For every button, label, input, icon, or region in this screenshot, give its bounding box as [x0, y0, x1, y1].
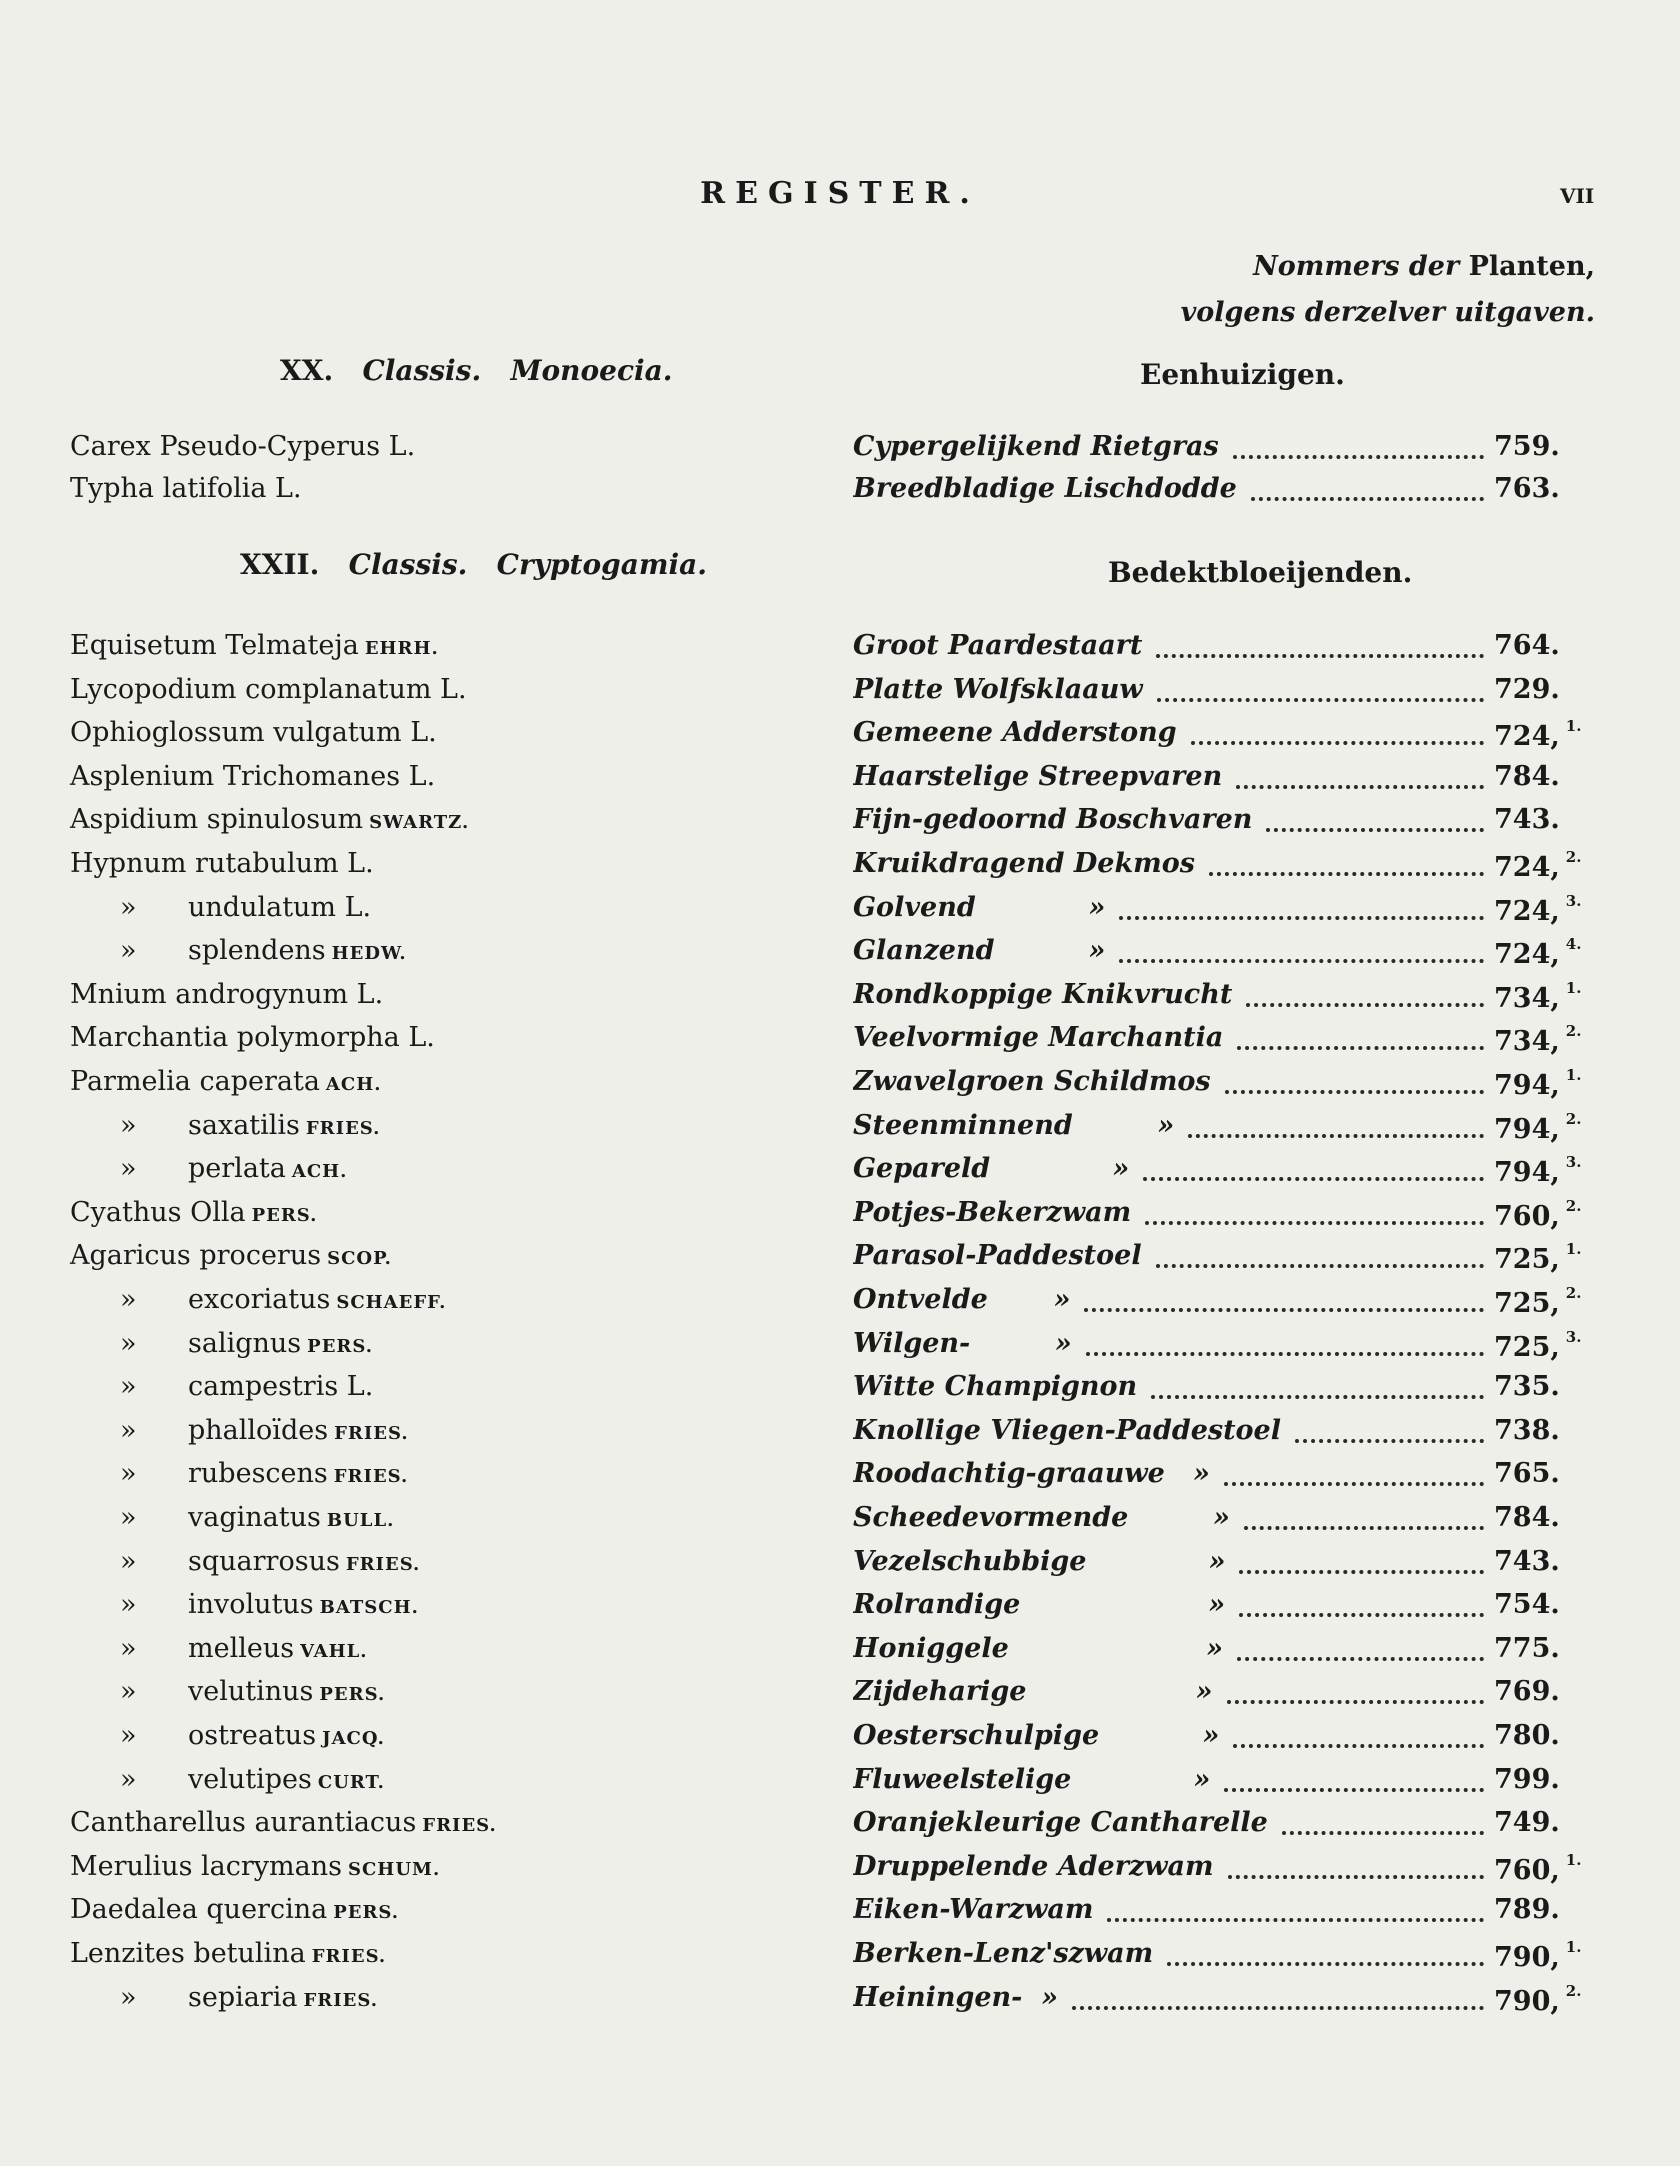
plant-number-value: 790,: [1494, 1985, 1560, 2017]
latin-name-text: » campestris L.: [120, 1371, 374, 1403]
dutch-name: Glanzend »: [853, 935, 1106, 967]
dutch-name: Druppelende Aderzwam: [853, 1850, 1214, 1882]
plant-number: [1494, 674, 1560, 705]
plant-number: [1494, 1589, 1560, 1620]
dot-leader: [1151, 1395, 1484, 1399]
latin-name: [70, 473, 302, 504]
section-name: Cryptogamia.: [496, 548, 708, 581]
plant-number-value: 754.: [1494, 1589, 1560, 1621]
dot-leader: [1251, 497, 1484, 501]
latin-name: [70, 1197, 317, 1228]
section-number: XXII.: [240, 548, 320, 581]
latin-name: [70, 1938, 386, 1969]
plant-number-value: 760,: [1494, 1200, 1560, 1232]
latin-name: [120, 1720, 385, 1751]
author-abbrev: SCHAEFF.: [336, 1292, 447, 1313]
register-entry: [0, 717, 1680, 761]
dot-leader: [1084, 1308, 1484, 1312]
latin-name: [120, 1328, 373, 1359]
dutch-name: Zijdeharige »: [853, 1676, 1213, 1708]
plant-number-value: 780.: [1494, 1720, 1560, 1751]
page-number: VII: [1560, 184, 1595, 208]
dutch-name: Eiken-Warzwam: [853, 1894, 1094, 1926]
register-entry: [0, 674, 1680, 718]
dutch-name: Steenminnend »: [853, 1109, 1175, 1141]
dot-leader: [1246, 1003, 1484, 1007]
latin-name-text: Carex Pseudo-Cyperus L.: [70, 431, 416, 462]
register-entry: [0, 935, 1680, 979]
dutch-name: Vezelschubbige »: [853, 1545, 1226, 1577]
plant-number-value: 794,: [1494, 1157, 1560, 1189]
dutch-name: Parasol-Paddestoel: [853, 1240, 1142, 1272]
author-abbrev: HEDW.: [331, 943, 407, 965]
dutch-name: Knollige Vliegen-Paddestoel: [853, 1414, 1281, 1446]
register-entry: [0, 1589, 1680, 1633]
register-entry: [0, 1328, 1680, 1372]
latin-name-text: » involutus: [120, 1589, 314, 1621]
latin-name: [70, 979, 383, 1010]
register-entry: [0, 1720, 1680, 1764]
plant-number: [1494, 1197, 1581, 1232]
latin-name-text: Parmelia caperata: [70, 1066, 320, 1097]
latin-name-text: » undulatum L.: [120, 891, 372, 923]
plant-number-sub: 3.: [1565, 1153, 1582, 1172]
author-abbrev: VAHL.: [300, 1640, 368, 1662]
latin-name: [70, 1894, 399, 1925]
plant-number-value: 725,: [1494, 1331, 1560, 1363]
latin-name: [120, 1764, 385, 1795]
plant-number-value: 743.: [1494, 1545, 1560, 1577]
plant-number-sub: 2.: [1565, 1022, 1582, 1041]
dutch-name: Rolrandige »: [853, 1589, 1226, 1621]
plant-number: [1494, 473, 1560, 504]
latin-name: [120, 1982, 378, 2013]
plant-number: [1494, 761, 1560, 792]
register-entry: [0, 1764, 1680, 1808]
plant-number-value: 759.: [1494, 431, 1560, 462]
dot-leader: [1143, 1177, 1484, 1181]
register-entry: [0, 1633, 1680, 1677]
plant-number: [1494, 1633, 1560, 1664]
latin-name-text: » phalloïdes: [120, 1414, 329, 1446]
dutch-name: Veelvormige Marchantia: [853, 1022, 1224, 1054]
plant-number-value: 765.: [1494, 1458, 1560, 1490]
latin-name: [70, 761, 435, 792]
latin-name-text: Daedalea quercina: [70, 1894, 328, 1926]
dutch-name: Gepareld »: [853, 1153, 1130, 1185]
dutch-name: Oesterschulpige »: [853, 1720, 1220, 1751]
author-abbrev: PERS.: [307, 1335, 373, 1357]
latin-name: [70, 804, 469, 835]
dot-leader: [1239, 1613, 1484, 1617]
dutch-name: Heiningen- »: [853, 1981, 1059, 2013]
plant-number-sub: 2.: [1565, 1196, 1582, 1215]
latin-name: [120, 1284, 446, 1315]
dutch-name: Breedbladige Lischdodde: [853, 473, 1237, 504]
dot-leader: [1209, 872, 1484, 876]
register-entry: [0, 431, 1680, 475]
plant-number: [1494, 1240, 1581, 1275]
column-heading-line2: volgens derzelver uitgaven.: [1180, 297, 1595, 328]
plant-number: [1494, 1110, 1581, 1145]
dot-leader: [1086, 1352, 1484, 1356]
plant-number-value: 760,: [1494, 1854, 1560, 1886]
plant-number: [1494, 1807, 1560, 1838]
dot-leader: [1145, 1221, 1484, 1225]
author-abbrev: JACQ.: [322, 1728, 385, 1749]
latin-name-text: » saxatilis: [120, 1109, 300, 1141]
plant-number: [1494, 630, 1560, 661]
latin-name-text: » splendens: [120, 935, 326, 967]
register-entry: [0, 1415, 1680, 1459]
latin-name: [70, 1807, 497, 1838]
latin-name-text: » melleus: [120, 1632, 295, 1664]
dot-leader: [1233, 455, 1484, 459]
plant-number: [1494, 1153, 1581, 1188]
plant-number: [1494, 848, 1581, 883]
latin-name-text: Ophioglossum vulgatum L.: [70, 717, 437, 749]
plant-number: [1494, 1502, 1560, 1533]
latin-name-text: Asplenium Trichomanes L.: [70, 760, 436, 792]
plant-number: [1494, 1458, 1560, 1489]
plant-number: [1494, 1022, 1581, 1057]
plant-number: [1494, 1371, 1560, 1402]
dutch-name: Platte Wolfsklaauw: [853, 673, 1143, 705]
register-entry: [0, 1458, 1680, 1502]
section-dutch-eenhuizigen: Eenhuizigen.: [1140, 358, 1345, 391]
plant-number: [1494, 1938, 1581, 1973]
dutch-name: Ontvelde »: [853, 1284, 1071, 1315]
plant-number-value: 784.: [1494, 1502, 1560, 1533]
dot-leader: [1224, 1788, 1484, 1792]
latin-name: [120, 1110, 380, 1141]
dot-leader: [1107, 1918, 1484, 1922]
dot-leader: [1224, 1482, 1484, 1486]
plant-number-sub: 3.: [1565, 891, 1582, 910]
register-entry: [0, 1938, 1680, 1982]
dot-leader: [1236, 785, 1484, 789]
plant-number: [1494, 1894, 1560, 1925]
author-abbrev: PERS.: [251, 1204, 318, 1226]
register-entry: [0, 1851, 1680, 1895]
register-entry: [0, 1284, 1680, 1328]
latin-name: [120, 1153, 347, 1184]
dot-leader: [1167, 1962, 1484, 1966]
latin-name-text: » velutipes: [120, 1763, 312, 1795]
plant-number-sub: 1.: [1565, 978, 1582, 997]
plant-number: [1494, 1284, 1581, 1319]
dot-leader: [1237, 1046, 1484, 1050]
register-entry: [0, 1022, 1680, 1066]
author-abbrev: PERS.: [319, 1684, 386, 1706]
dot-leader: [1156, 1264, 1484, 1268]
plant-number-value: 784.: [1494, 760, 1560, 792]
latin-name-text: » perlata: [120, 1153, 286, 1185]
plant-number-sub: 1.: [1565, 1066, 1582, 1084]
section-title-cryptogamia: [240, 548, 707, 581]
register-entry: [0, 1197, 1680, 1241]
register-entry: [0, 761, 1680, 805]
plant-number-value: 749.: [1494, 1807, 1560, 1839]
plant-number-value: 724,: [1494, 895, 1560, 927]
latin-name: [120, 1589, 419, 1620]
section-dutch-bedektbloeijenden: Bedektbloeijenden.: [1108, 556, 1413, 589]
dutch-name: Fluweelstelige »: [853, 1763, 1211, 1795]
latin-name: [70, 1022, 435, 1053]
latin-name: [120, 1633, 368, 1664]
register-entry: [0, 1240, 1680, 1284]
latin-name: [120, 1546, 420, 1577]
plant-number: [1494, 1764, 1560, 1795]
latin-name-text: Lenzites betulina: [70, 1938, 306, 1969]
latin-name-text: Hypnum rutabulum L.: [70, 848, 374, 879]
dutch-name: Wilgen- »: [853, 1327, 1072, 1359]
plant-number-value: 799.: [1494, 1763, 1560, 1795]
plant-number-value: 794,: [1494, 1070, 1560, 1101]
author-abbrev: FRIES.: [333, 1466, 409, 1488]
author-abbrev: FRIES.: [345, 1553, 421, 1575]
plant-number: [1494, 1851, 1581, 1886]
author-abbrev: FRIES.: [311, 1946, 387, 1967]
dot-leader: [1228, 1875, 1484, 1879]
author-abbrev: PERS.: [333, 1902, 400, 1924]
register-entry: [0, 979, 1680, 1023]
latin-name: [120, 1676, 385, 1707]
section-title-monoecia: [280, 354, 673, 387]
dot-leader: [1225, 1090, 1484, 1094]
plant-number-value: 735.: [1494, 1371, 1560, 1403]
register-entry: [0, 1066, 1680, 1110]
register-entry: [0, 1894, 1680, 1938]
register-entry: [0, 1676, 1680, 1720]
latin-name: [120, 892, 371, 923]
latin-name: [70, 431, 415, 462]
register-entry: [0, 804, 1680, 848]
dutch-name: Oranjekleurige Cantharelle: [853, 1807, 1268, 1839]
section-classis: Classis.: [362, 354, 482, 387]
dot-leader: [1266, 828, 1484, 832]
latin-name-text: » ostreatus: [120, 1720, 317, 1751]
plant-number: [1494, 1066, 1581, 1101]
author-abbrev: BULL.: [326, 1510, 395, 1531]
column-heading-plain: Planten,: [1468, 251, 1595, 282]
column-heading-italic: Nommers der: [1253, 251, 1460, 282]
plant-number-value: 763.: [1494, 473, 1560, 504]
plant-number-value: 738.: [1494, 1414, 1560, 1446]
register-entry: [0, 630, 1680, 674]
author-abbrev: CURT.: [317, 1771, 385, 1793]
dot-leader: [1233, 1744, 1484, 1748]
plant-number-sub: 2.: [1565, 848, 1582, 866]
register-entry: [0, 1982, 1680, 2026]
register-entry: [0, 1502, 1680, 1546]
plant-number: [1494, 892, 1581, 927]
author-abbrev: SCHUM.: [347, 1858, 441, 1880]
dot-leader: [1188, 1134, 1484, 1138]
plant-number: [1494, 804, 1560, 835]
register-entry: [0, 1371, 1680, 1415]
latin-name-text: Aspidium spinulosum: [70, 804, 364, 836]
plant-number-sub: 2.: [1565, 1109, 1582, 1128]
author-abbrev: SCOP.: [327, 1248, 392, 1270]
section-classis: Classis.: [348, 548, 468, 581]
plant-number-sub: 2.: [1565, 1284, 1582, 1302]
plant-number-value: 724,: [1494, 852, 1560, 883]
latin-name-text: Cyathus Olla: [70, 1196, 246, 1228]
plant-number: [1494, 935, 1581, 970]
plant-number-sub: 4.: [1565, 935, 1582, 954]
latin-name: [120, 1415, 409, 1446]
latin-name: [120, 1502, 394, 1533]
plant-number-sub: 1.: [1565, 717, 1582, 736]
latin-name-text: Mnium androgynum L.: [70, 978, 384, 1010]
plant-number-value: 734,: [1494, 1026, 1560, 1058]
plant-number: [1494, 1982, 1581, 2017]
latin-name-text: Marchantia polymorpha L.: [70, 1022, 435, 1054]
dutch-name: Roodachtig-graauwe »: [853, 1458, 1210, 1490]
latin-name-text: » salignus: [120, 1327, 302, 1359]
plant-number: [1494, 431, 1560, 462]
plant-number-value: 725,: [1494, 1244, 1560, 1276]
plant-number: [1494, 1328, 1581, 1363]
dutch-name: Zwavelgroen Schildmos: [853, 1066, 1211, 1097]
latin-name-text: » sepiaria: [120, 1981, 298, 2013]
plant-number: [1494, 1676, 1560, 1707]
plant-number-value: 775.: [1494, 1632, 1560, 1664]
latin-name: [120, 1371, 373, 1402]
latin-name: [120, 935, 407, 966]
dutch-name: Gemeene Adderstong: [853, 717, 1177, 749]
latin-name-text: Merulius lacrymans: [70, 1850, 342, 1882]
dot-leader: [1157, 698, 1484, 702]
author-abbrev: FRIES.: [334, 1422, 409, 1444]
author-abbrev: FRIES.: [422, 1815, 497, 1837]
author-abbrev: FRIES.: [305, 1117, 381, 1139]
latin-name-text: » squarrosus: [120, 1545, 340, 1577]
plant-number-value: 769.: [1494, 1676, 1560, 1708]
dutch-name: Groot Paardestaart: [853, 630, 1143, 661]
dutch-name: Berken-Lenz'szwam: [853, 1938, 1154, 1969]
dutch-name: Potjes-Bekerzwam: [853, 1196, 1132, 1228]
dutch-name: Rondkoppige Knikvrucht: [853, 978, 1233, 1010]
plant-number-value: 743.: [1494, 804, 1560, 836]
dot-leader: [1295, 1439, 1484, 1443]
dot-leader: [1237, 1657, 1484, 1661]
dutch-name: Haarstelige Streepvaren: [853, 760, 1223, 792]
dutch-name: Golvend »: [853, 891, 1106, 923]
plant-number-sub: 1.: [1565, 1938, 1582, 1956]
latin-name-text: Typha latifolia L.: [70, 473, 302, 504]
author-abbrev: ACH.: [291, 1161, 348, 1183]
running-title: REGISTER.: [700, 176, 980, 211]
latin-name: [70, 1066, 382, 1097]
plant-number: [1494, 1415, 1560, 1446]
dutch-name: Witte Champignon: [853, 1371, 1138, 1403]
column-heading: [1100, 244, 1595, 336]
dutch-name: Kruikdragend Dekmos: [853, 848, 1195, 879]
author-abbrev: EHRH.: [364, 638, 439, 659]
latin-name: [70, 630, 439, 661]
author-abbrev: ACH.: [325, 1074, 382, 1095]
plant-number: [1494, 979, 1581, 1014]
plant-number: [1494, 1720, 1560, 1751]
latin-name-text: » rubescens: [120, 1458, 328, 1490]
plant-number-value: 790,: [1494, 1942, 1560, 1973]
plant-number-value: 724,: [1494, 939, 1560, 971]
column-heading-line1: [1100, 244, 1595, 290]
latin-name: [70, 1240, 392, 1271]
plant-number-value: 724,: [1494, 721, 1560, 753]
dot-leader: [1244, 1526, 1484, 1530]
plant-number-value: 725,: [1494, 1288, 1560, 1319]
dutch-name: Honiggele »: [853, 1632, 1224, 1664]
plant-number: [1494, 717, 1581, 752]
latin-name: [70, 674, 467, 705]
plant-number-value: 789.: [1494, 1894, 1560, 1926]
register-entry: [0, 1546, 1680, 1590]
dot-leader: [1282, 1831, 1484, 1835]
dutch-name: Cypergelijkend Rietgras: [853, 431, 1219, 462]
plant-number-value: 734,: [1494, 982, 1560, 1014]
latin-name-text: » excoriatus: [120, 1284, 331, 1315]
plant-number-sub: 3.: [1565, 1327, 1582, 1346]
plant-number-sub: 1.: [1565, 1850, 1582, 1869]
dot-leader: [1227, 1700, 1484, 1704]
plant-number-value: 794,: [1494, 1113, 1560, 1145]
dot-leader: [1119, 916, 1484, 920]
plant-number-sub: 1.: [1565, 1240, 1582, 1259]
author-abbrev: SWARTZ.: [369, 812, 470, 834]
latin-name-text: » velutinus: [120, 1676, 314, 1708]
register-entry: [0, 1807, 1680, 1851]
author-abbrev: BATSCH.: [319, 1597, 419, 1619]
dot-leader: [1191, 741, 1484, 745]
latin-name-text: » vaginatus: [120, 1502, 321, 1533]
latin-name: [120, 1458, 408, 1489]
register-entry: [0, 892, 1680, 936]
register-entry: [0, 848, 1680, 892]
plant-number: [1494, 1546, 1560, 1577]
dutch-name: Fijn-gedoornd Boschvaren: [853, 804, 1253, 836]
dutch-name: Scheedevormende »: [853, 1502, 1230, 1533]
plant-number-sub: 2.: [1565, 1981, 1582, 2000]
dot-leader: [1119, 959, 1484, 963]
register-entry: [0, 1110, 1680, 1154]
register-entry: [0, 473, 1680, 517]
latin-name: [70, 717, 437, 748]
dot-leader: [1156, 654, 1484, 658]
latin-name-text: Agaricus procerus: [70, 1240, 322, 1272]
dot-leader: [1072, 2006, 1484, 2010]
dot-leader: [1239, 1570, 1484, 1574]
author-abbrev: FRIES.: [303, 1989, 379, 2011]
latin-name: [70, 1851, 440, 1882]
plant-number-value: 764.: [1494, 630, 1560, 661]
section-name: Monoecia.: [510, 354, 673, 387]
latin-name-text: Cantharellus aurantiacus: [70, 1807, 417, 1839]
section-number: XX.: [280, 354, 334, 387]
latin-name-text: Equisetum Telmateja: [70, 630, 359, 661]
latin-name-text: Lycopodium complanatum L.: [70, 673, 467, 705]
register-entry: [0, 1153, 1680, 1197]
latin-name: [70, 848, 374, 879]
plant-number-value: 729.: [1494, 673, 1560, 705]
